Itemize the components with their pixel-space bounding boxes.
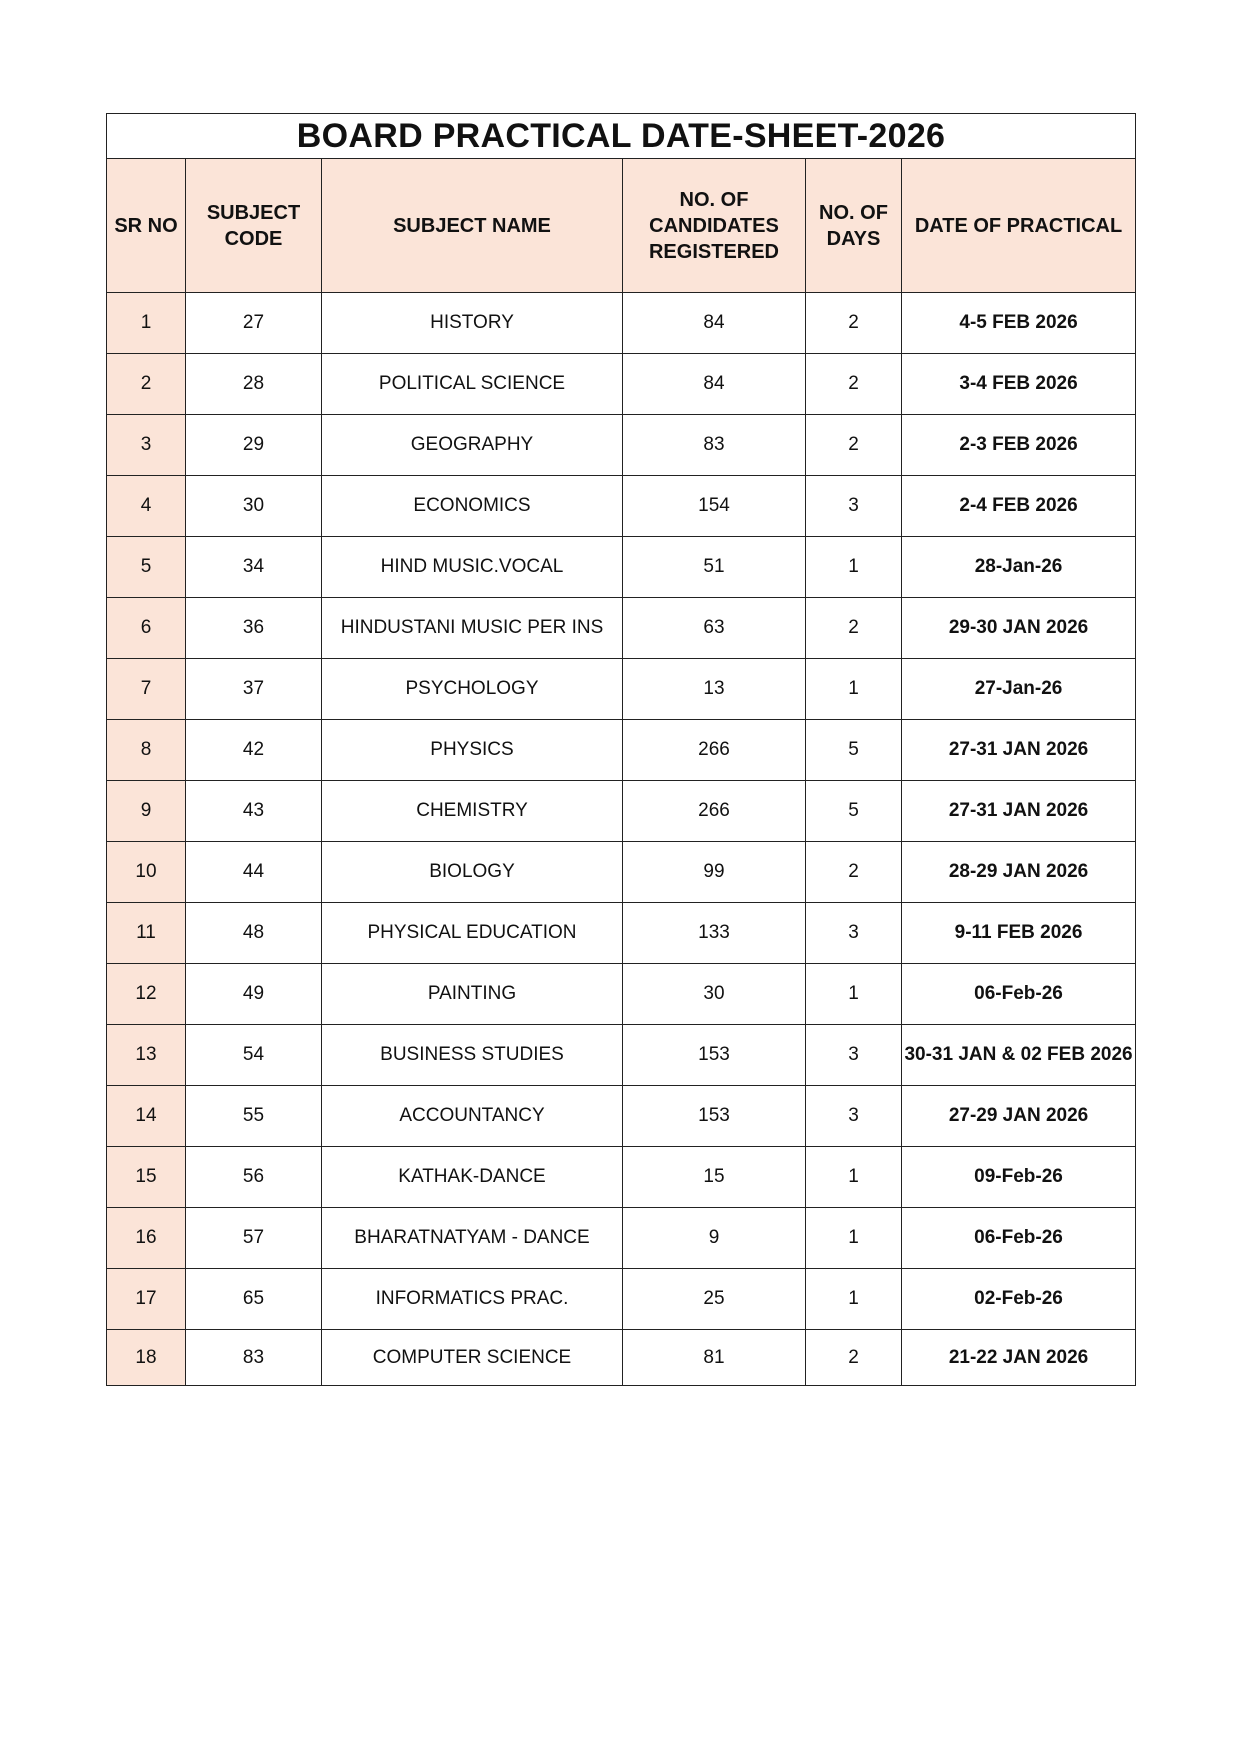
cell-subject-code: 36 [186,598,322,659]
cell-subject-code: 44 [186,842,322,903]
table-row [107,903,1136,964]
cell-candidates-registered: 84 [623,293,806,354]
cell-sr-no: 13 [107,1025,186,1086]
cell-candidates-registered: 30 [623,964,806,1025]
cell-no-of-days: 2 [806,354,902,415]
cell-sr-no: 11 [107,903,186,964]
cell-subject-code: 56 [186,1147,322,1208]
table-row [107,1025,1136,1086]
cell-sr-no: 15 [107,1147,186,1208]
cell-subject-code: 48 [186,903,322,964]
cell-sr-no: 5 [107,537,186,598]
cell-subject-code: 42 [186,720,322,781]
cell-date-of-practical: 09-Feb-26 [902,1147,1136,1208]
table-row [107,1086,1136,1147]
header-subject-name: SUBJECT NAME [322,159,623,293]
header-subject-code: SUBJECT CODE [186,159,322,293]
cell-candidates-registered: 51 [623,537,806,598]
cell-sr-no: 10 [107,842,186,903]
cell-sr-no: 8 [107,720,186,781]
cell-no-of-days: 1 [806,1269,902,1330]
cell-subject-name: COMPUTER SCIENCE [322,1330,623,1386]
table-row [107,598,1136,659]
cell-subject-name: PHYSICS [322,720,623,781]
table-row [107,354,1136,415]
table-row [107,720,1136,781]
cell-subject-name: PAINTING [322,964,623,1025]
table-row [107,415,1136,476]
cell-subject-code: 49 [186,964,322,1025]
cell-candidates-registered: 153 [623,1025,806,1086]
cell-subject-name: KATHAK-DANCE [322,1147,623,1208]
cell-subject-name: BIOLOGY [322,842,623,903]
cell-no-of-days: 2 [806,415,902,476]
cell-no-of-days: 5 [806,781,902,842]
cell-subject-name: GEOGRAPHY [322,415,623,476]
cell-date-of-practical: 27-29 JAN 2026 [902,1086,1136,1147]
cell-subject-code: 37 [186,659,322,720]
cell-no-of-days: 3 [806,476,902,537]
cell-date-of-practical: 27-31 JAN 2026 [902,781,1136,842]
cell-subject-code: 83 [186,1330,322,1386]
cell-sr-no: 14 [107,1086,186,1147]
cell-subject-code: 27 [186,293,322,354]
cell-subject-name: CHEMISTRY [322,781,623,842]
table-row [107,537,1136,598]
practical-date-sheet-table [106,113,1136,1386]
cell-sr-no: 16 [107,1208,186,1269]
cell-date-of-practical: 28-Jan-26 [902,537,1136,598]
cell-sr-no: 2 [107,354,186,415]
cell-sr-no: 12 [107,964,186,1025]
cell-no-of-days: 2 [806,842,902,903]
table-row [107,1269,1136,1330]
cell-no-of-days: 1 [806,1147,902,1208]
cell-sr-no: 6 [107,598,186,659]
cell-date-of-practical: 4-5 FEB 2026 [902,293,1136,354]
cell-date-of-practical: 27-31 JAN 2026 [902,720,1136,781]
cell-subject-name: PSYCHOLOGY [322,659,623,720]
cell-date-of-practical: 02-Feb-26 [902,1269,1136,1330]
table-row [107,476,1136,537]
cell-no-of-days: 1 [806,537,902,598]
table-row [107,1147,1136,1208]
cell-candidates-registered: 266 [623,720,806,781]
cell-date-of-practical: 06-Feb-26 [902,964,1136,1025]
header-sr-no: SR NO [107,159,186,293]
cell-sr-no: 1 [107,293,186,354]
header-candidates-registered: NO. OF CANDIDATES REGISTERED [623,159,806,293]
cell-subject-name: ECONOMICS [322,476,623,537]
cell-candidates-registered: 84 [623,354,806,415]
cell-subject-code: 34 [186,537,322,598]
table-row [107,1208,1136,1269]
cell-subject-code: 54 [186,1025,322,1086]
cell-candidates-registered: 153 [623,1086,806,1147]
cell-sr-no: 4 [107,476,186,537]
cell-subject-name: BHARATNATYAM - DANCE [322,1208,623,1269]
cell-date-of-practical: 3-4 FEB 2026 [902,354,1136,415]
cell-subject-code: 30 [186,476,322,537]
cell-date-of-practical: 28-29 JAN 2026 [902,842,1136,903]
header-date-of-practical: DATE OF PRACTICAL [902,159,1136,293]
cell-no-of-days: 2 [806,1330,902,1386]
cell-no-of-days: 3 [806,1025,902,1086]
cell-date-of-practical: 9-11 FEB 2026 [902,903,1136,964]
cell-subject-name: HIND MUSIC.VOCAL [322,537,623,598]
cell-candidates-registered: 9 [623,1208,806,1269]
cell-date-of-practical: 29-30 JAN 2026 [902,598,1136,659]
cell-no-of-days: 2 [806,293,902,354]
table-row [107,1330,1136,1386]
cell-subject-code: 57 [186,1208,322,1269]
column-header-row [107,159,1136,293]
cell-date-of-practical: 2-4 FEB 2026 [902,476,1136,537]
table-row [107,293,1136,354]
cell-candidates-registered: 133 [623,903,806,964]
cell-candidates-registered: 99 [623,842,806,903]
cell-subject-name: HISTORY [322,293,623,354]
table-row [107,842,1136,903]
cell-subject-name: INFORMATICS PRAC. [322,1269,623,1330]
cell-subject-name: HINDUSTANI MUSIC PER INS [322,598,623,659]
table-body [107,293,1136,1386]
cell-sr-no: 18 [107,1330,186,1386]
cell-candidates-registered: 83 [623,415,806,476]
cell-no-of-days: 3 [806,903,902,964]
header-no-of-days: NO. OF DAYS [806,159,902,293]
cell-subject-code: 28 [186,354,322,415]
cell-sr-no: 9 [107,781,186,842]
cell-sr-no: 3 [107,415,186,476]
cell-candidates-registered: 13 [623,659,806,720]
cell-subject-name: POLITICAL SCIENCE [322,354,623,415]
cell-candidates-registered: 154 [623,476,806,537]
cell-subject-name: PHYSICAL EDUCATION [322,903,623,964]
cell-subject-code: 43 [186,781,322,842]
cell-date-of-practical: 21-22 JAN 2026 [902,1330,1136,1386]
cell-date-of-practical: 27-Jan-26 [902,659,1136,720]
cell-candidates-registered: 266 [623,781,806,842]
cell-no-of-days: 5 [806,720,902,781]
cell-date-of-practical: 06-Feb-26 [902,1208,1136,1269]
cell-no-of-days: 1 [806,964,902,1025]
cell-candidates-registered: 25 [623,1269,806,1330]
cell-sr-no: 17 [107,1269,186,1330]
cell-subject-code: 55 [186,1086,322,1147]
cell-candidates-registered: 81 [623,1330,806,1386]
table-row [107,781,1136,842]
table-row [107,659,1136,720]
table-row [107,964,1136,1025]
cell-subject-code: 29 [186,415,322,476]
cell-no-of-days: 1 [806,659,902,720]
cell-no-of-days: 3 [806,1086,902,1147]
cell-sr-no: 7 [107,659,186,720]
cell-no-of-days: 1 [806,1208,902,1269]
cell-subject-code: 65 [186,1269,322,1330]
cell-subject-name: BUSINESS STUDIES [322,1025,623,1086]
cell-subject-name: ACCOUNTANCY [322,1086,623,1147]
cell-candidates-registered: 15 [623,1147,806,1208]
cell-date-of-practical: 2-3 FEB 2026 [902,415,1136,476]
cell-candidates-registered: 63 [623,598,806,659]
page-title: BOARD PRACTICAL DATE-SHEET-2026 [107,114,1136,159]
cell-date-of-practical: 30-31 JAN & 02 FEB 2026 [902,1025,1136,1086]
cell-no-of-days: 2 [806,598,902,659]
